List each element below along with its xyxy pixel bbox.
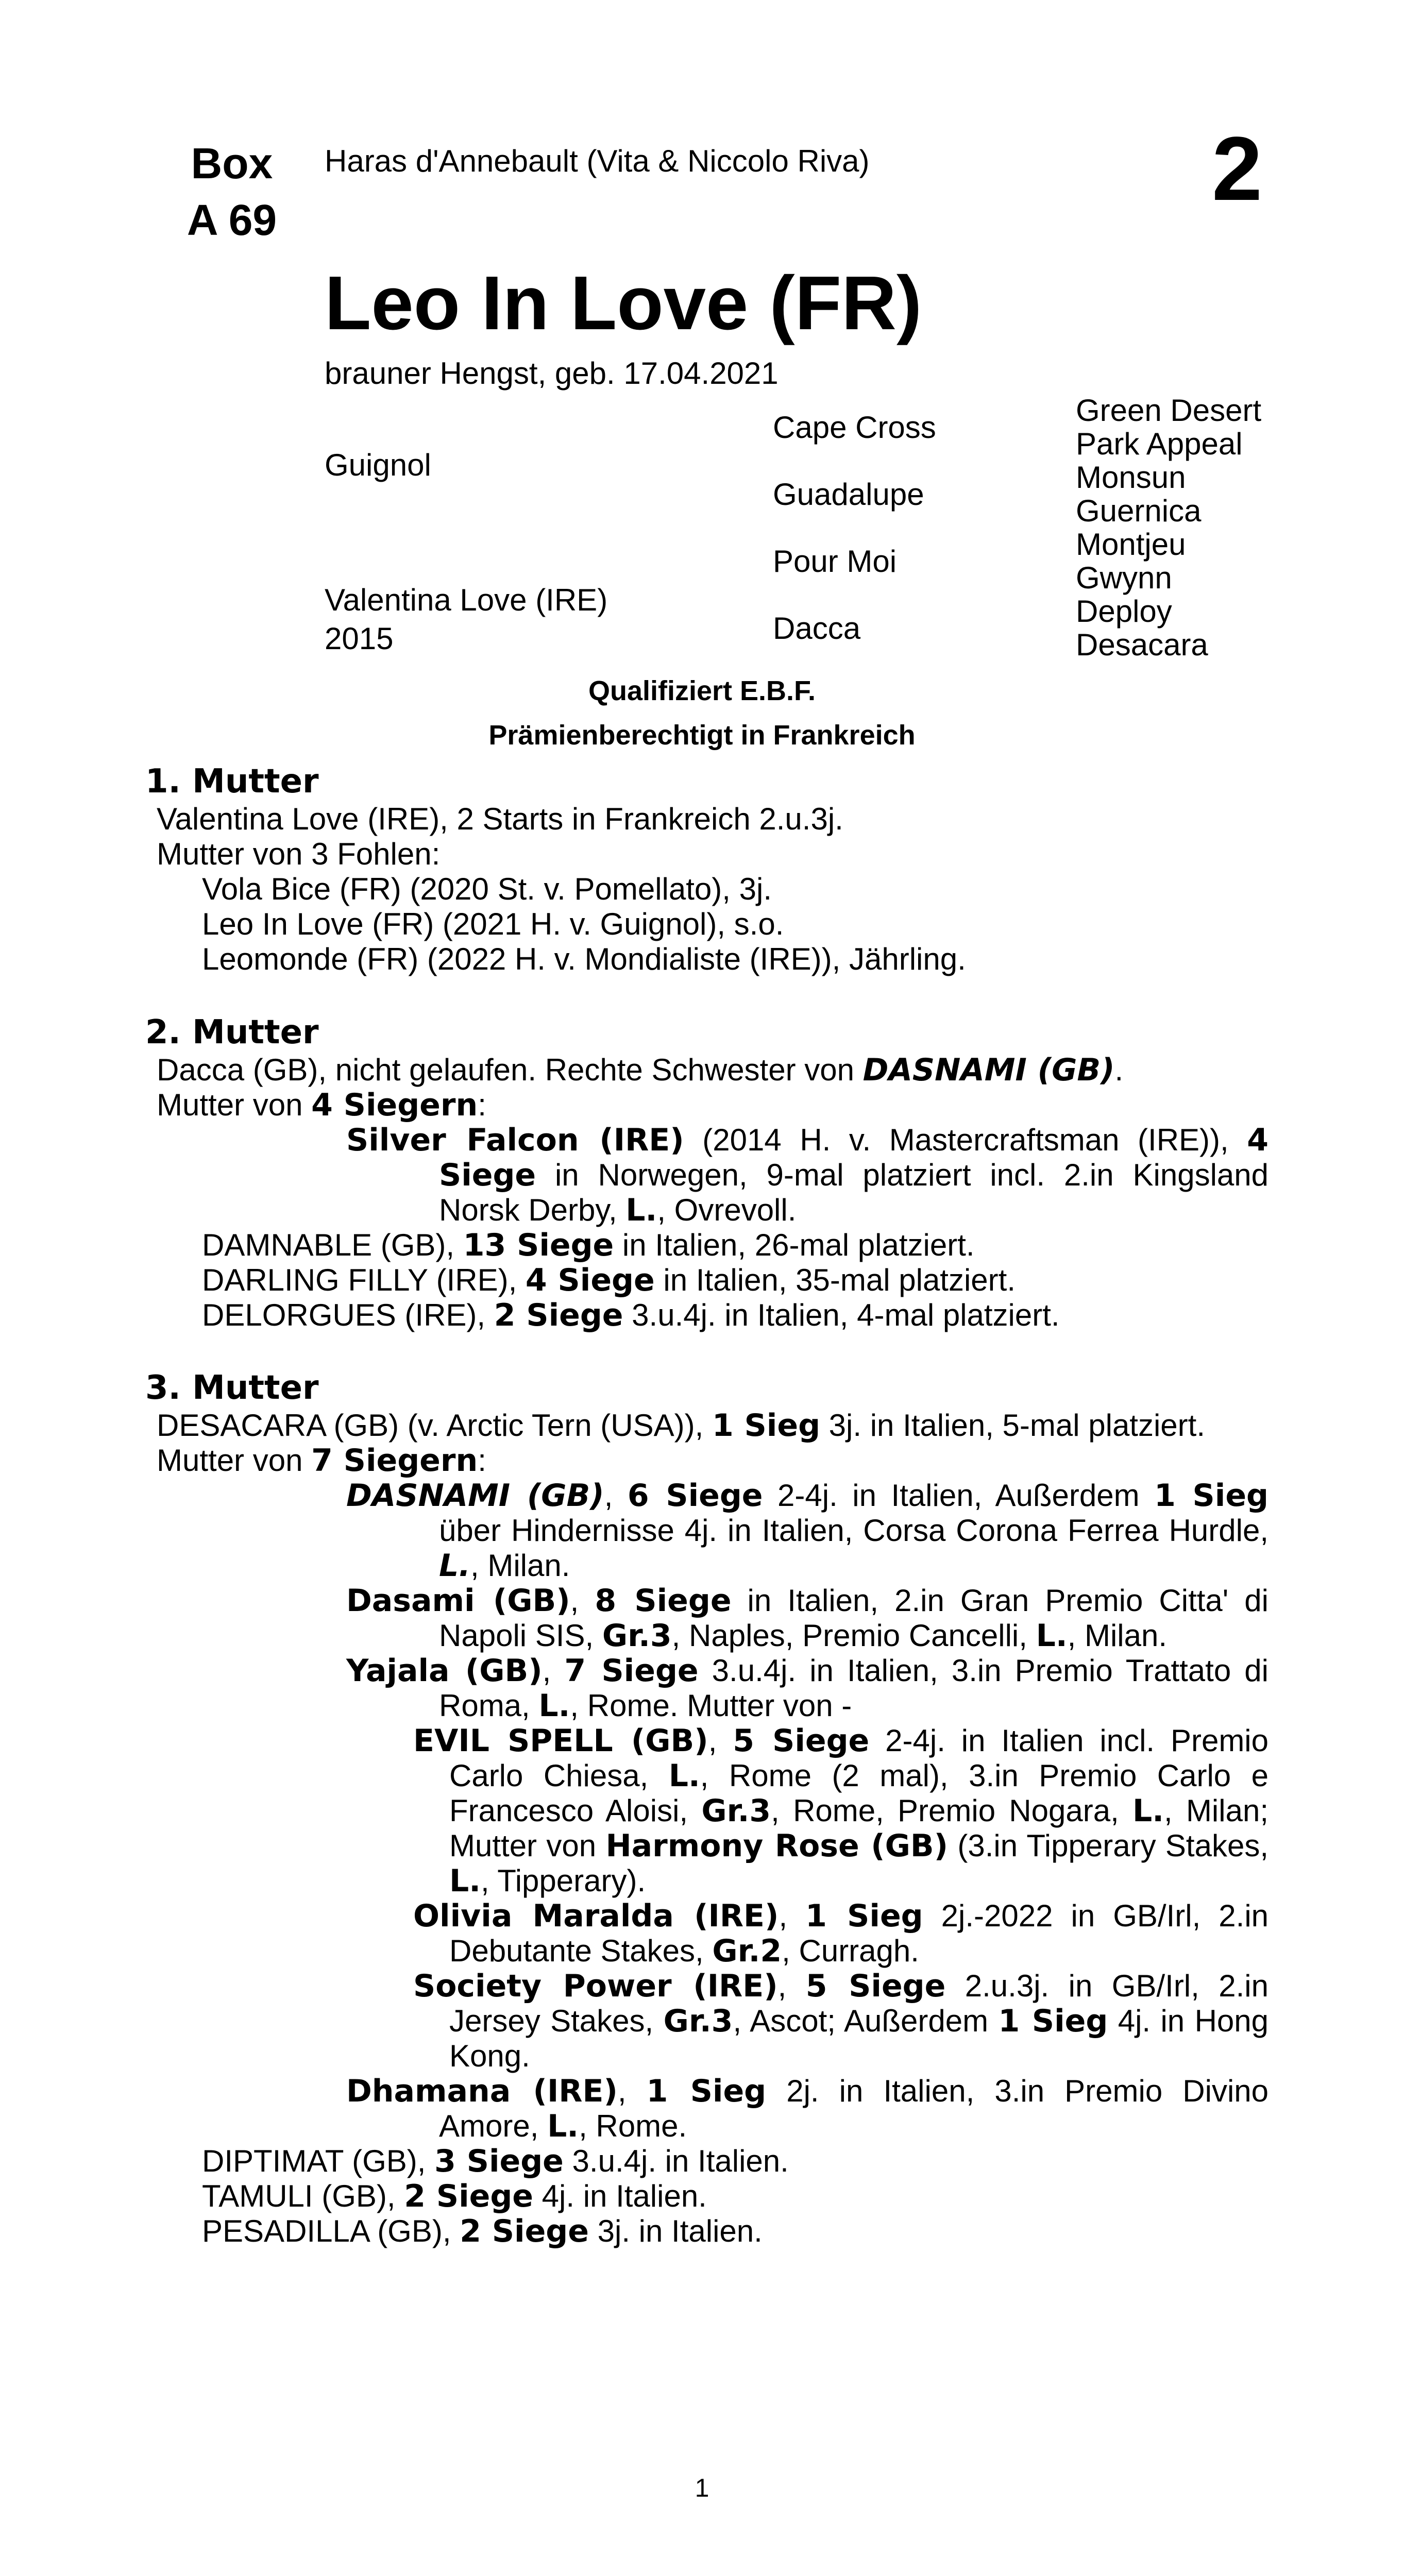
foal-item: Leomonde (FR) (2022 H. v. Mondialiste (IRE)), Jährling. [202, 942, 966, 976]
section-mutter-3 [145, 1368, 1268, 2249]
pedigree-sire: Guignol [325, 448, 431, 482]
pedigree-great-grandparent: Monsun [1076, 460, 1186, 495]
pedigree-great-grandparent: Montjeu [1076, 527, 1186, 562]
produce-line: Mutter von 7 Siegern: [157, 1443, 486, 1479]
produce-item: DIPTIMAT (GB), 3 Siege 3.u.4j. in Italien. [202, 2143, 789, 2179]
box-title: Box [191, 139, 273, 188]
produce-item: DELORGUES (IRE), 2 Siege 3.u.4j. in Italien, 4-mal platziert. [202, 1297, 1060, 1333]
page-number: 1 [695, 2473, 709, 2502]
produce-item: Silver Falcon (IRE) (2014 H. v. Mastercraftsman (IRE)), 4 Siege in Norwegen, 9-mal platziert incl. 2.in Kingsland Norsk Derby, L., Ovrevoll. [346, 1122, 1268, 1228]
pedigree-great-grandparent: Deploy [1076, 594, 1172, 629]
pedigree-grandparent: Pour Moi [773, 544, 897, 579]
horse-description: brauner Hengst, geb. 17.04.2021 [325, 356, 779, 391]
qualification: Qualifiziert E.B.F. [588, 675, 816, 706]
pedigree-dam-year: 2015 [325, 621, 394, 656]
produce-item: Dasami (GB), 8 Siege in Italien, 2.in Gran Premio Citta' di Napoli SIS, Gr.3, Naples, Premio Cancelli, L., Milan. [346, 1583, 1268, 1654]
produce-item: DARLING FILLY (IRE), 4 Siege in Italien, 35-mal platziert. [202, 1262, 1016, 1298]
dam-line: DESACARA (GB) (v. Arctic Tern (USA)), 1 Sieg 3j. in Italien, 5-mal platziert. [157, 1408, 1205, 1444]
produce-item: TAMULI (GB), 2 Siege 4j. in Italien. [202, 2178, 707, 2214]
produce-line: Mutter von 3 Fohlen: [157, 837, 441, 871]
produce-line: Mutter von 4 Siegern: [157, 1087, 486, 1123]
section-mutter-2 [145, 1012, 1268, 1333]
section-title: 2. Mutter [145, 1013, 319, 1052]
produce-item: DASNAMI (GB), 6 Siege 2-4j. in Italien, Außerdem 1 Sieg über Hindernisse 4j. in Italien, Corsa Corona Ferrea Hurdle, L., Milan. [346, 1478, 1268, 1584]
section-mutter-1 [145, 761, 1268, 977]
section-title: 1. Mutter [145, 762, 319, 801]
dam-line: Dacca (GB), nicht gelaufen. Rechte Schwester von DASNAMI (GB). [157, 1052, 1124, 1088]
foal-item: Leo In Love (FR) (2021 H. v. Guignol), s.o. [202, 907, 784, 941]
box-label [155, 135, 309, 248]
owner: Haras d'Annebault (Vita & Niccolo Riva) [325, 144, 870, 178]
pedigree-dam: Valentina Love (IRE) [325, 583, 608, 617]
produce-item: Yajala (GB), 7 Siege 3.u.4j. in Italien, 3.in Premio Trattato di Roma, L., Rome. Mutter von - [346, 1653, 1268, 1724]
section-title: 3. Mutter [145, 1369, 319, 1407]
produce-item: PESADILLA (GB), 2 Siege 3j. in Italien. [202, 2213, 763, 2249]
produce-item: DAMNABLE (GB), 13 Siege in Italien, 26-mal platziert. [202, 1227, 975, 1263]
pedigree-grandparent: Cape Cross [773, 410, 936, 445]
produce-item: Dhamana (IRE), 1 Sieg 2j. in Italien, 3.in Premio Divino Amore, L., Rome. [346, 2073, 1269, 2144]
horse-name: Leo In Love (FR) [325, 261, 922, 346]
produce-item: EVIL SPELL (GB), 5 Siege 2-4j. in Italien incl. Premio Carlo Chiesa, L., Rome (2 mal), 3.in Premio Carlo e Francesco Aloisi, Gr.3, Rome, Premio Nogara, L., Milan; Mutter von Harmony Rose (GB) (3.in Tipperary Stakes, L., Tipperary). [413, 1723, 1269, 1899]
pedigree-great-grandparent: Park Appeal [1076, 427, 1243, 461]
dam-line: Valentina Love (IRE), 2 Starts in Frankreich 2.u.3j. [157, 802, 843, 836]
pedigree-great-grandparent: Desacara [1076, 628, 1208, 662]
produce-item: Olivia Maralda (IRE), 1 Sieg 2j.-2022 in GB/Irl, 2.in Debutante Stakes, Gr.2, Curragh. [413, 1898, 1269, 1969]
pedigree-grandparent: Guadalupe [773, 477, 924, 512]
produce-item: Society Power (IRE), 5 Siege 2.u.3j. in GB/Irl, 2.in Jersey Stakes, Gr.3, Ascot; Außerdem 1 Sieg 4j. in Hong Kong. [413, 1968, 1269, 2073]
qualification: Prämienberechtigt in Frankreich [488, 720, 916, 751]
pedigree-great-grandparent: Gwynn [1076, 561, 1172, 595]
pedigree-great-grandparent: Guernica [1076, 494, 1202, 528]
box-number: A 69 [187, 196, 277, 244]
foal-item: Vola Bice (FR) (2020 St. v. Pomellato), 3j. [202, 872, 772, 906]
pedigree-grandparent: Dacca [773, 611, 861, 646]
lot-number: 2 [1212, 118, 1262, 219]
pedigree-great-grandparent: Green Desert [1076, 393, 1262, 428]
